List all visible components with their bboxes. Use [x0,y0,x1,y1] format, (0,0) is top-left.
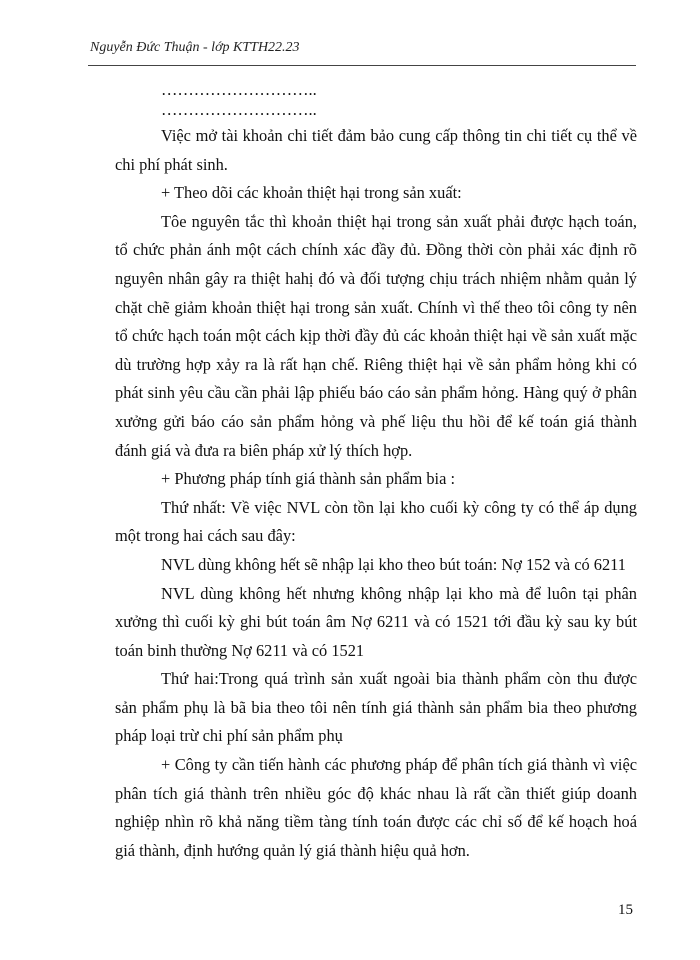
header-rule [88,65,636,66]
paragraph: + Theo dõi các khoản thiệt hại trong sản xuất: [161,183,462,203]
paragraph: NVL dùng không hết nhưng không nhập lại kho mà để luôn tại phân xưởng thì cuối kỳ ghi bút toán âm Nợ 6211 và có 1521 tới đầu kỳ sau ky bút toán binh thường Nợ 6211 và có 1521 [115,583,637,660]
running-header: Nguyễn Đức Thuận - lớp KTTH22.23 [90,40,300,55]
ellipsis-line: ……………………….. [161,80,317,99]
paragraph: + Phương pháp tính giá thành sản phẩm bia : [161,469,456,489]
paragraph: Thứ hai:Trong quá trình sản xuất ngoài bia thành phẩm còn thu được sản phẩm phụ là bã bia theo tôi nên tính giá thành sản phẩm bia theo phương pháp loại trừ chi phí sản phẩm phụ [115,669,637,746]
paragraph: Thứ nhất: Về việc NVL còn tồn lại kho cuối kỳ công ty có thể áp dụng một trong hai cách sau đây: [115,497,637,546]
paragraph: NVL dùng không hết sẽ nhập lại kho theo bút toán: Nợ 152 và có 6211 [161,554,626,574]
paragraph: Việc mở tài khoản chi tiết đảm bảo cung cấp thông tin chi tiết cụ thể về chi phí phát sinh. [115,126,637,174]
paragraph: + Công ty cần tiến hành các phương pháp để phân tích giá thành vì việc phân tích giá thành trên nhiều góc độ khác nhau là rất cần thiết giúp doanh nghiệp nhìn rõ khả năng tiềm tàng tính toán được các chỉ số để kế hoạch hoá giá thành, định hướng quản lý giá thành hiệu quả hơn. [115,755,637,860]
ellipsis-line: ……………………….. [161,100,317,119]
paragraph: Tôe nguyên tắc thì khoản thiệt hại trong sản xuất phải được hạch toán, tổ chức phản ánh một cách chính xác đầy đủ. Đồng thời còn phải xác định rõ nguyên nhân gây ra thiệt hahị đó và đối tượng chịu trách nhiệm nhằm quản lý chặt chẽ giảm khoản thiệt hại trong sản xuất. Chính vì thế theo tôi công ty nên tổ chức hạch toán một cách kịp thời đầy đủ các khoản thiệt hại về sản xuất mặc dù trường hợp xảy ra là rất hạn chế. Riêng thiệt hại về sản phẩm hỏng khi có phát sinh yêu cầu cần phải lập phiếu báo cáo sản phẩm hỏng. Hàng quý ở phân xưởng gửi báo cáo sản phẩm hỏng và phế liệu thu hồi để kế toán giá thành đánh giá và đưa ra biên pháp xử lý thích hợp. [115,211,637,460]
page-body [115,80,637,865]
page-number: 15 [618,902,633,918]
